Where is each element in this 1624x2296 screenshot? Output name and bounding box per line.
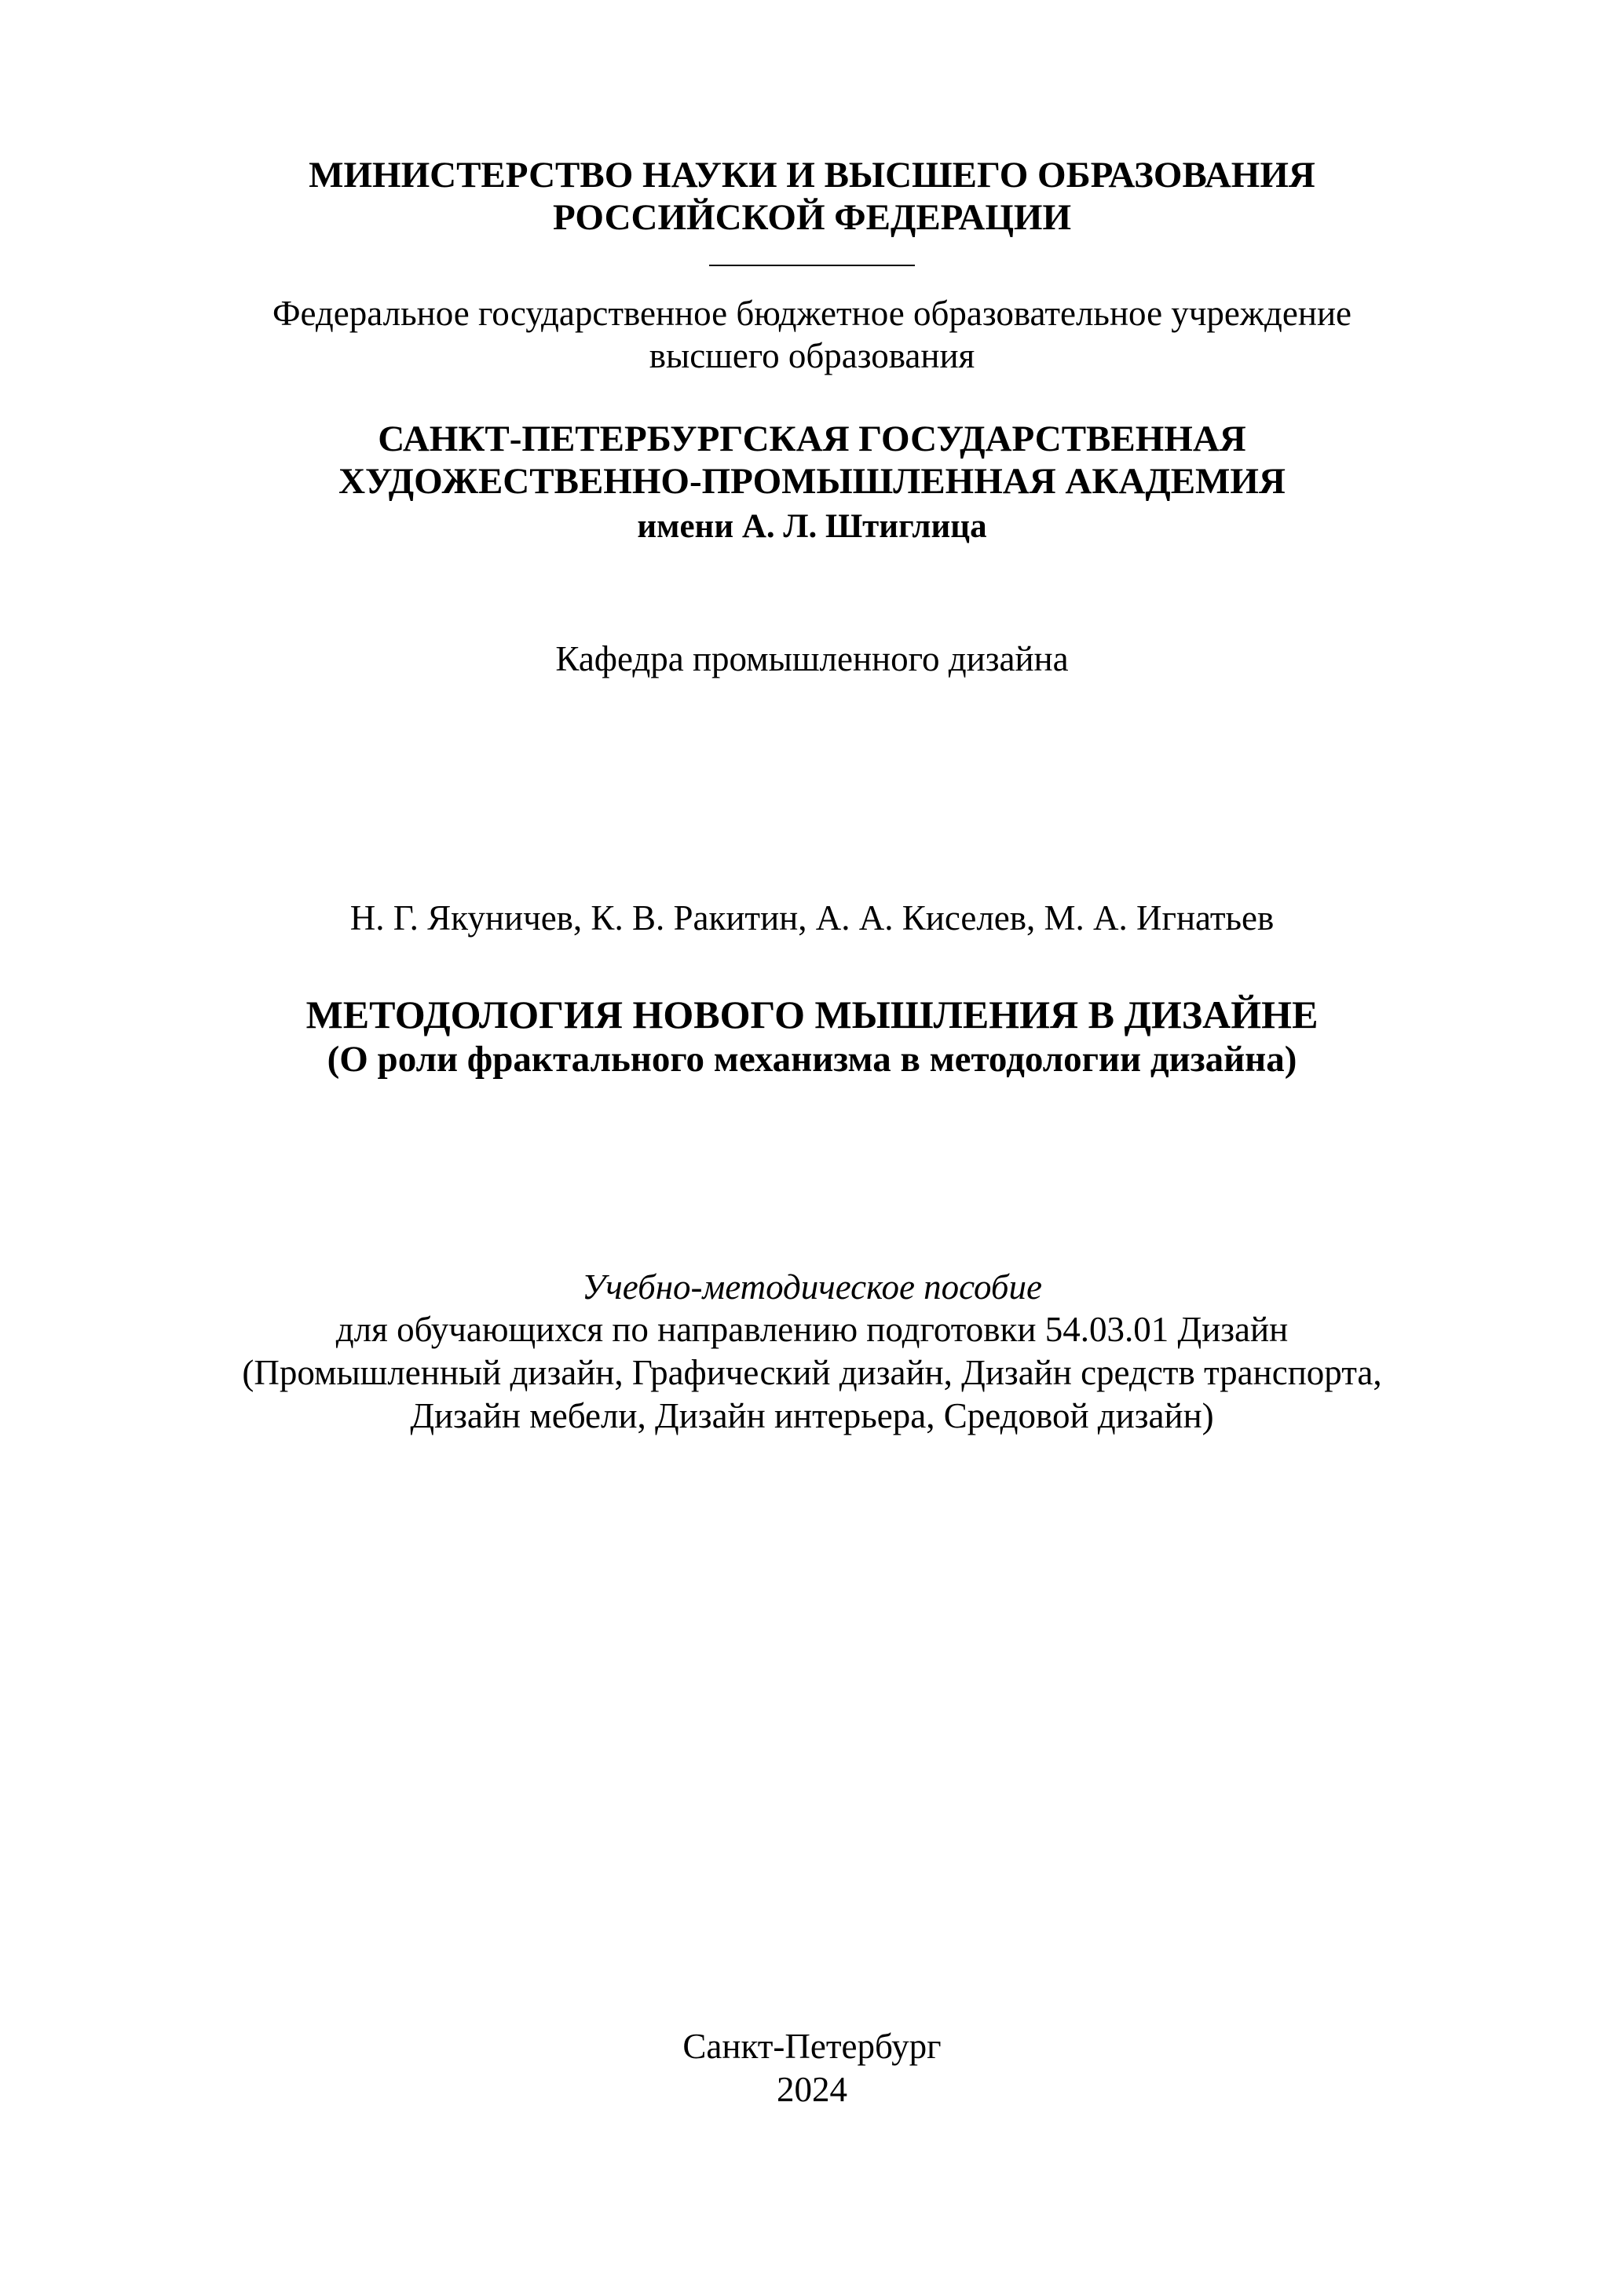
publication-audience-line-1: для обучающихся по направлению подготовки 54.03.01 Дизайн <box>335 1310 1289 1349</box>
publication-type: Учебно-методическое пособие <box>581 1267 1043 1307</box>
imprint-year: 2024 <box>777 2070 847 2109</box>
authors: Н. Г. Якуничев, К. В. Ракитин, А. А. Киселев, М. А. Игнатьев <box>349 898 1275 938</box>
ministry-line-1: МИНИСТЕРСТВО НАУКИ И ВЫСШЕГО ОБРАЗОВАНИЯ <box>309 155 1315 196</box>
institution-type-line-2: высшего образования <box>649 336 975 375</box>
ministry-line-2: РОССИЙСКОЙ ФЕДЕРАЦИИ <box>553 197 1071 238</box>
publication-audience-line-3: Дизайн мебели, Дизайн интерьера, Средовой дизайн) <box>410 1396 1214 1435</box>
department-name: Кафедра промышленного дизайна <box>555 639 1069 678</box>
academy-name-line-3: имени А. Л. Штиглица <box>637 508 987 545</box>
publication-audience-line-2: (Промышленный дизайн, Графический дизайн, Дизайн средств транспорта, <box>242 1353 1382 1392</box>
institution-type-line-1: Федеральное государственное бюджетное образовательное учреждение <box>272 294 1352 333</box>
document-subtitle: (О роли фрактального механизма в методологии дизайна) <box>327 1039 1297 1080</box>
document-title: МЕТОДОЛОГИЯ НОВОГО МЫШЛЕНИЯ В ДИЗАЙНЕ <box>305 993 1319 1036</box>
separator-rule <box>709 265 915 266</box>
academy-name-line-2: ХУДОЖЕСТВЕННО-ПРОМЫШЛЕННАЯ АКАДЕМИЯ <box>338 461 1286 502</box>
imprint-city: Санкт-Петербург <box>682 2027 942 2066</box>
academy-name-line-1: САНКТ-ПЕТЕРБУРГСКАЯ ГОСУДАРСТВЕННАЯ <box>378 419 1246 459</box>
